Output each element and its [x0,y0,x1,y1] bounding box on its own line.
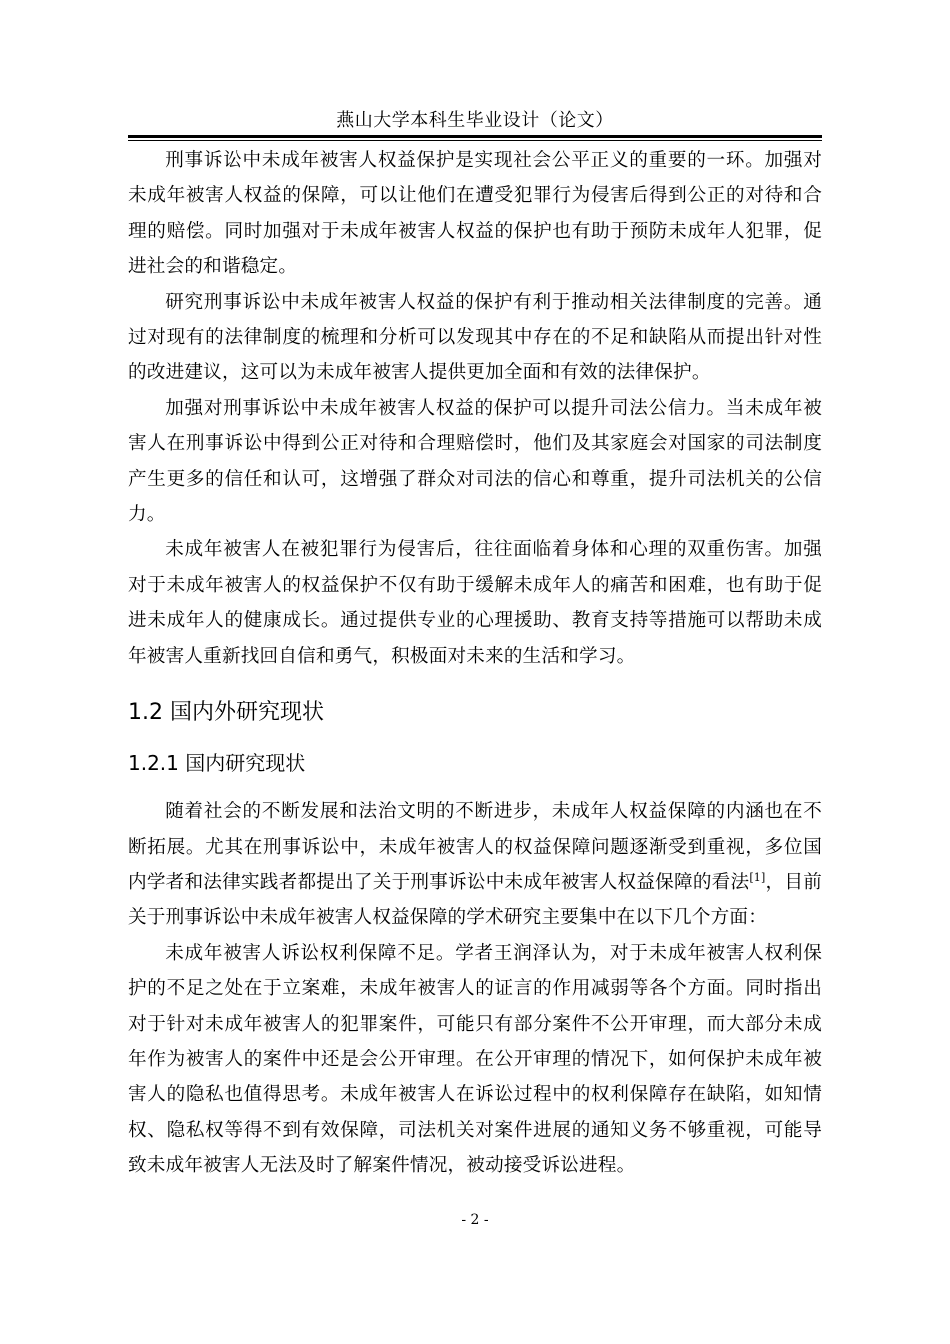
page-number: - 2 - [461,1212,489,1228]
running-header: 燕山大学本科生毕业设计（论文） [336,110,614,131]
paragraph-6: 未成年被害人诉讼权利保障不足。学者王润泽认为，对于未成年被害人权利保护的不足之处在于立案难，未成年被害人的证言的作用减弱等各个方面。同时指出对于针对未成年被害人的犯罪案件，可能只有部分案件不公开审理，而大部分未成年作为被害人的案件中还是会公开审理。在公开审理的情况下，如何保护未成年被害人的隐私也值得思考。未成年被害人在诉讼过程中的权利保障存在缺陷，如知情权、隐私权等得不到有效保障，司法机关对案件进展的通知义务不够重视，可能导致未成年被害人无法及时了解案件情况，被动接受诉讼进程。 [128,942,822,1177]
paragraph-4: 未成年被害人在被犯罪行为侵害后，往往面临着身体和心理的双重伤害。加强对于未成年被害人的权益保护不仅有助于缓解未成年人的痛苦和困难，也有助于促进未成年人的健康成长。通过提供专业的心理援助、教育支持等措施可以帮助未成年被害人重新找回自信和勇气，积极面对未来的生活和学习。 [128,539,822,667]
paragraph-5-text-a: 随着社会的不断发展和法治文明的不断进步，未成年人权益保障的内涵也在不断拓展。尤其在刑事诉讼中，未成年被害人的权益保障问题逐渐受到重视，多位国内学者和法律实践者都提出了关于刑事诉讼中未成年被害人权益保障的看法 [128,801,822,893]
paragraph-3: 加强对刑事诉讼中未成年被害人权益的保护可以提升司法公信力。当未成年被害人在刑事诉讼中得到公正对待和合理赔偿时，他们及其家庭会对国家的司法制度产生更多的信任和认可，这增强了群众对司法的信心和尊重，提升司法机关的公信力。 [128,397,822,526]
header-rule-thin [128,140,822,141]
paragraph-5 [128,794,822,936]
subsection-heading: 1.2.1 国内研究现状 [128,751,306,776]
paragraph-1: 刑事诉讼中未成年被害人权益保护是实现社会公平正义的重要的一环。加强对未成年被害人权益的保障，可以让他们在遭受犯罪行为侵害后得到公正的对待和合理的赔偿。同时加强对于未成年被害人权益的保护也有助于预防未成年人犯罪，促进社会的和谐稳定。 [128,150,822,278]
paragraph-5-text-b: ，目前关于刑事诉讼中未成年被害人权益保障的学术研究主要集中在以下几个方面： [128,871,822,929]
section-heading: 1.2 国内外研究现状 [128,700,324,726]
citation-ref[interactable]: [1] [749,870,766,884]
paragraph-2: 研究刑事诉讼中未成年被害人权益的保护有利于推动相关法律制度的完善。通过对现有的法律制度的梳理和分析可以发现其中存在的不足和缺陷从而提出针对性的改进建议，这可以为未成年被害人提供更加全面和有效的法律保护。 [128,291,822,384]
body-text [128,143,822,1184]
header-rule-thick [128,135,822,138]
